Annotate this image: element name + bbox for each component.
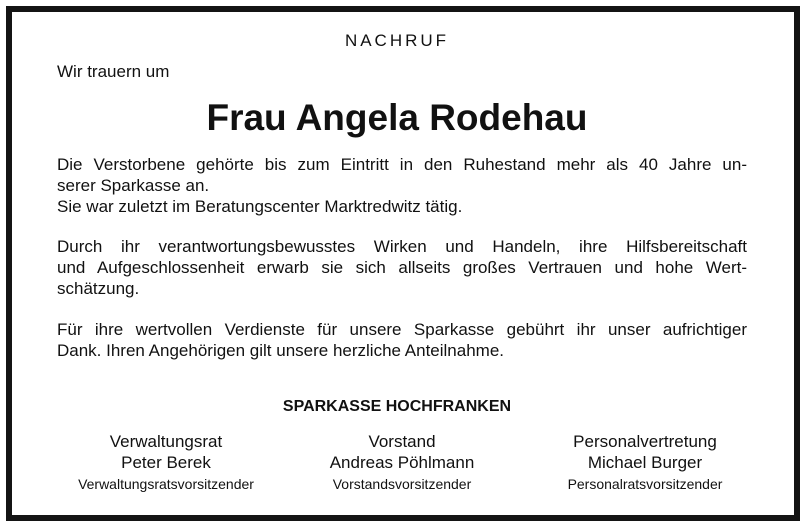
- signatory-body: Vorstand: [368, 432, 436, 451]
- signatory-board: [36, 431, 296, 495]
- paragraph-line: Durch ihr verantwortungsbewusstes Wirken und Handeln, ihre Hilfsbereitschaft: [57, 237, 747, 256]
- paragraph-line: Dank. Ihren Angehörigen gilt unsere herzliche Anteilnahme.: [57, 341, 505, 360]
- paragraph-line: und Aufgeschlossenheit erwarb sie sich allseits großes Vertrauen und hohe Wert-: [57, 258, 747, 277]
- signatory-body: Personalvertretung: [573, 432, 717, 451]
- paragraph-career: [57, 154, 747, 217]
- signatory-title: Vorstandsvorsitzender: [332, 476, 472, 492]
- deceased-name: Frau Angela Rodehau: [206, 97, 588, 138]
- organization-name: SPARKASSE HOCHFRANKEN: [282, 398, 512, 415]
- signatory-title: Verwaltungsratsvorsitzender: [78, 476, 254, 492]
- signatory-name: Peter Berek: [121, 453, 211, 472]
- signatory-body: Verwaltungsrat: [109, 432, 223, 451]
- obituary-notice: [6, 6, 788, 509]
- paragraph-line: Sie war zuletzt im Beratungscenter Marktredwitz tätig.: [57, 197, 463, 216]
- paragraph-line: Für ihre wertvollen Verdienste für unsere Sparkasse gebührt ihr unser aufrichtiger: [57, 320, 747, 339]
- intro-text: Wir trauern um: [57, 62, 170, 81]
- paragraph-condolence: [57, 319, 747, 361]
- signatory-management: [272, 431, 532, 495]
- notice-heading: NACHRUF: [344, 31, 450, 50]
- paragraph-line: serer Sparkasse an.: [57, 176, 210, 195]
- paragraph-appreciation: [57, 236, 747, 299]
- signatory-staff: [515, 431, 775, 495]
- signatory-name: Michael Burger: [587, 453, 703, 472]
- paragraph-line: schätzung.: [57, 279, 140, 298]
- signatory-title: Personalratsvorsitzender: [567, 476, 723, 492]
- paragraph-line: Die Verstorbene gehörte bis zum Eintritt in den Ruhestand mehr als 40 Jahre un-: [57, 155, 747, 174]
- signatory-name: Andreas Pöhlmann: [329, 453, 475, 472]
